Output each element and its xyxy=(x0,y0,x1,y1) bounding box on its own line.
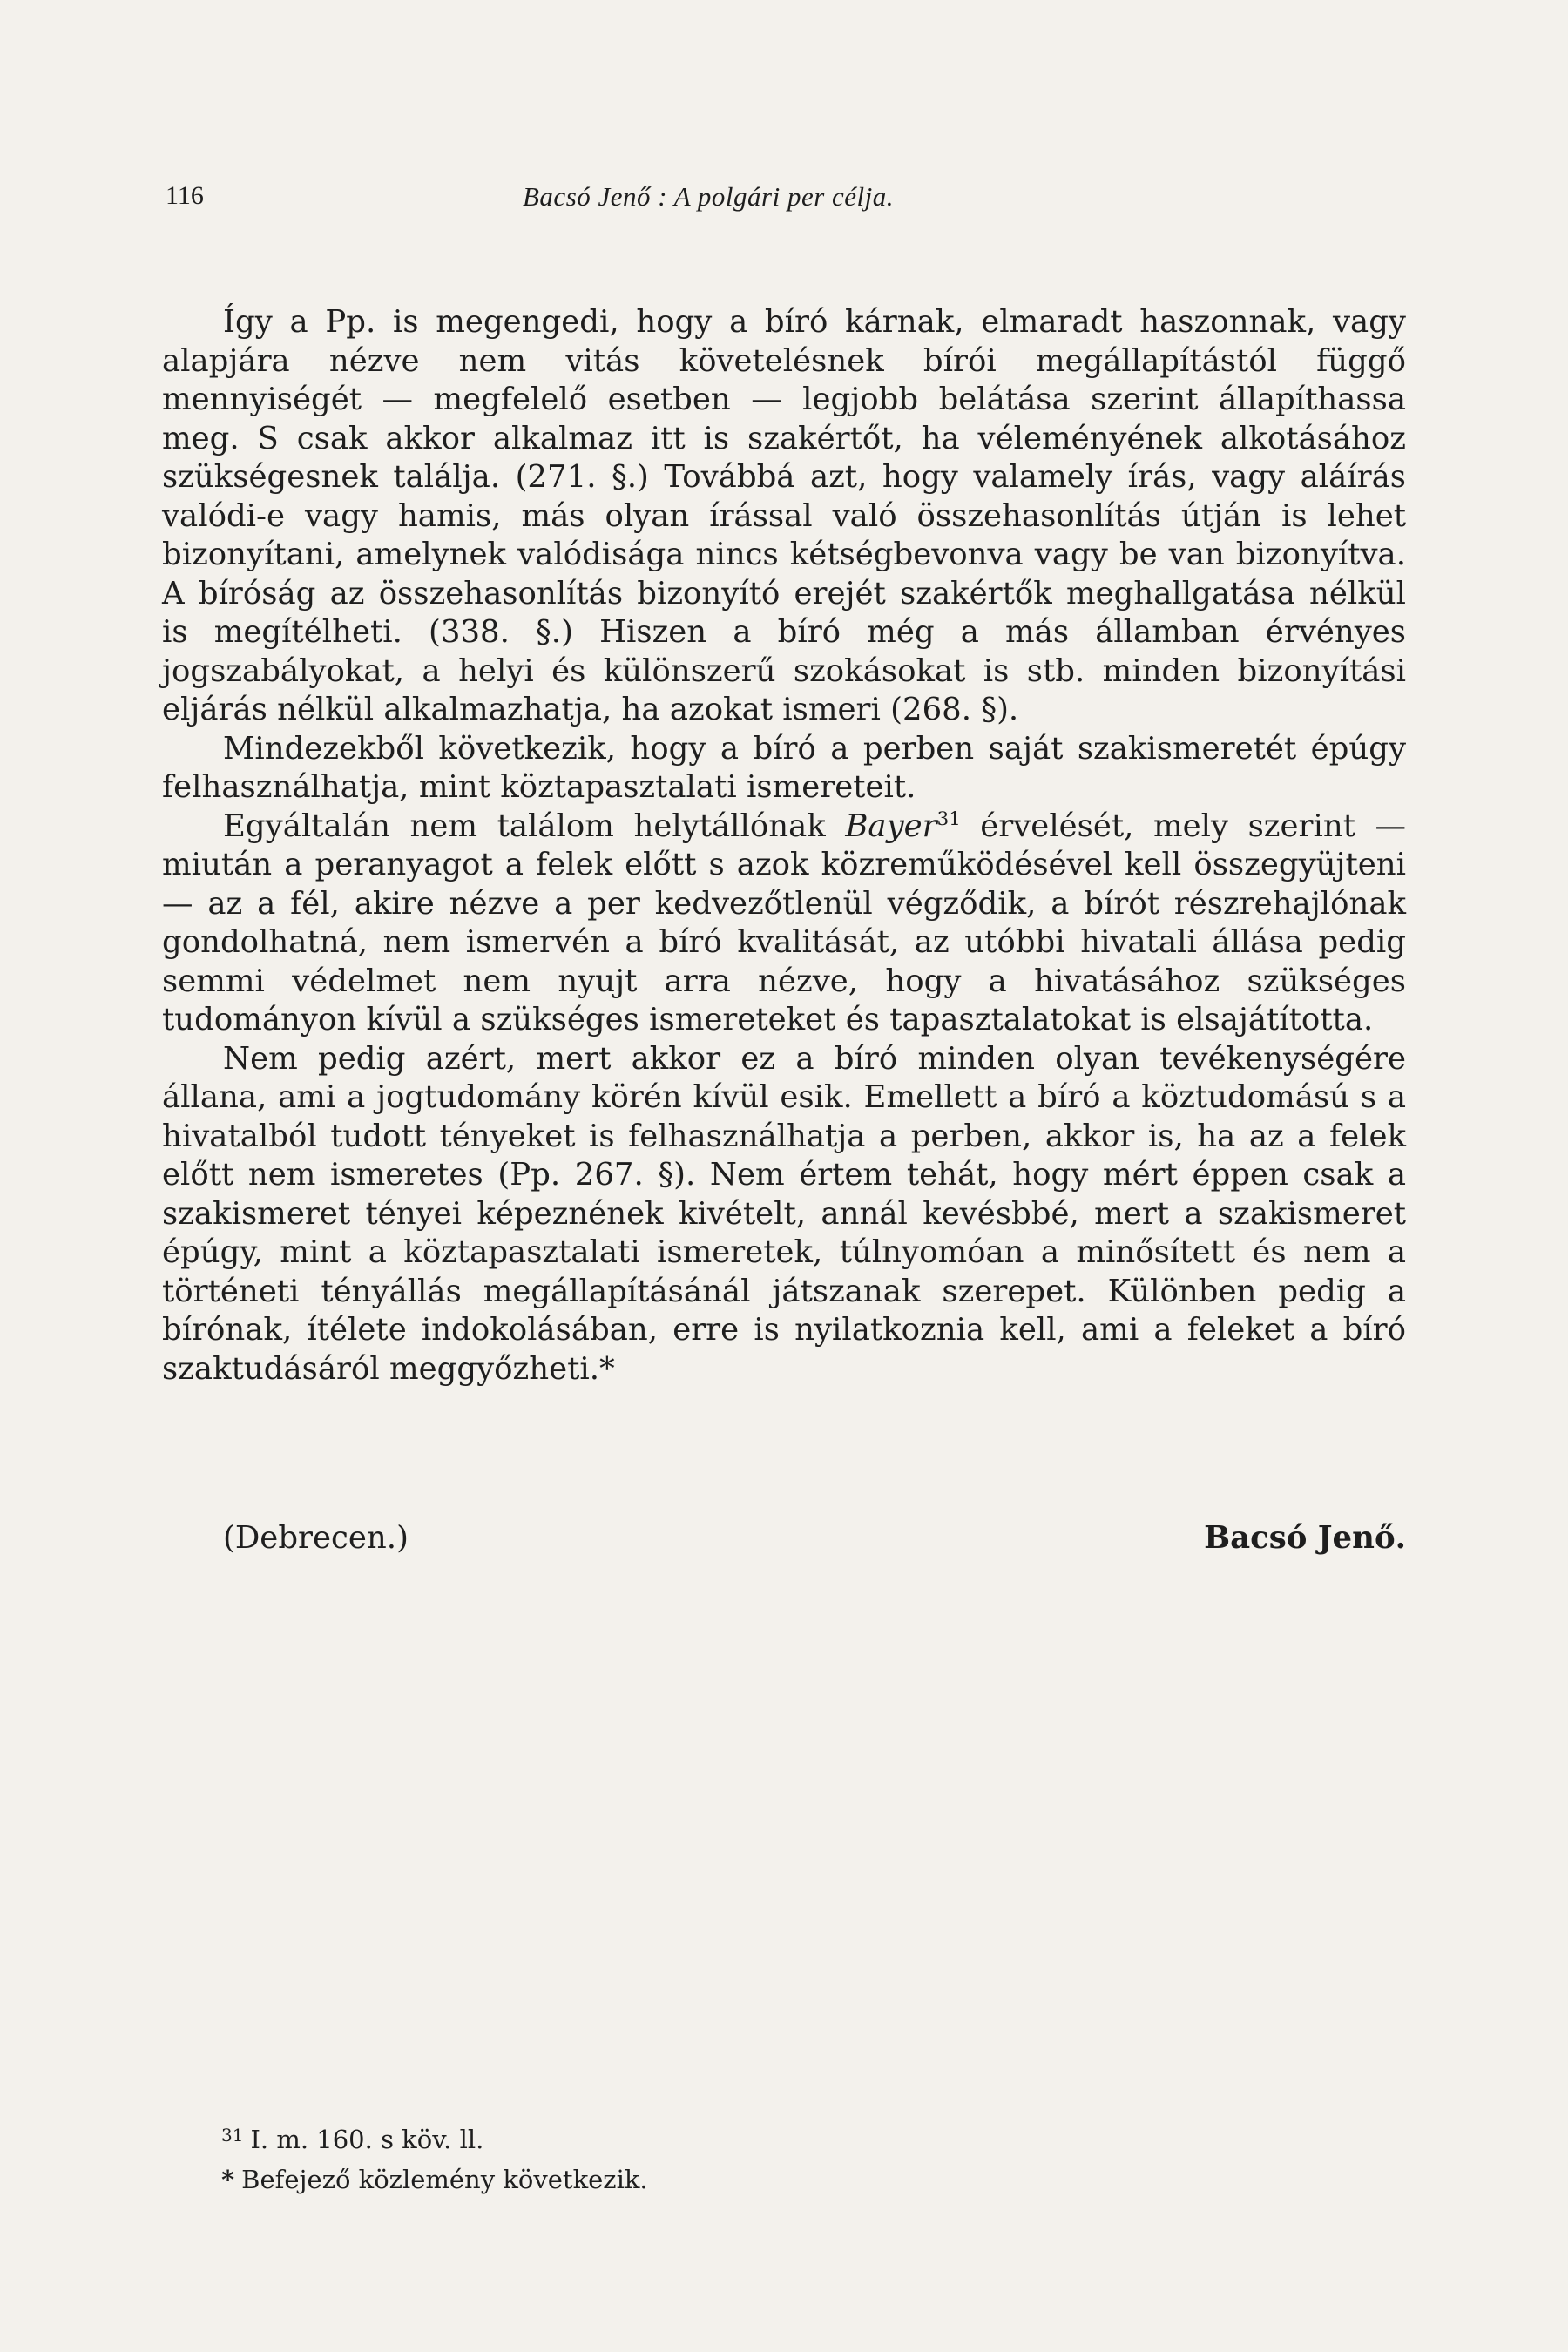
footnote-mark: 31 xyxy=(221,2125,244,2146)
paragraph-1: Így a Pp. is megengedi, hogy a bíró kárnak, elmaradt haszonnak, vagy alapjára nézve nem vitás követelésnek bírói megállapítástól függő mennyiségét — megfelelő esetben — legjobb belátása szerint állapíthassa meg. S csak akkor alkalmaz itt is szakértőt, ha véleményének alkotásához szükségesnek találja. (271. §.) Továbbá azt, hogy valamely írás, vagy aláírás valódi-e vagy hamis, más olyan írással való összehasonlítás útján is lehet bizonyítani, amelynek valódisága nincs kétségbevonva vagy be van bizonyítva. A bíróság az összehasonlítás bizonyító erejét szakértők meghallgatása nélkül is megítélheti. (338. §.) Hiszen a bíró még a más államban érvényes jogszabályokat, a helyi és különszerű szokásokat is stb. minden bizonyítási eljárás nélkül alkalmazhatja, ha azokat ismeri (268. §). xyxy=(162,304,1406,727)
footnote-ref-31: 31 xyxy=(936,808,961,830)
page-number: 116 xyxy=(166,181,204,210)
footnote-text: Befejező közlemény következik. xyxy=(241,2165,648,2194)
cited-author: Bayer xyxy=(845,808,937,844)
signature xyxy=(162,1520,1406,1564)
footnote-31 xyxy=(221,2115,1005,2159)
footnote-mark: * xyxy=(221,2165,235,2194)
article-body xyxy=(162,303,1406,1389)
signature-place: (Debrecen.) xyxy=(223,1520,409,1556)
footnote-text: I. m. 160. s köv. ll. xyxy=(250,2125,484,2154)
paragraph-3-lead: Egyáltalán nem találom helytállónak xyxy=(223,808,846,844)
paragraph-4: Nem pedig azért, mert akkor ez a bíró minden olyan tevékenységére állana, ami a jogtudomány körén kívül esik. Emellett a bíró a köztudomású s a hivatalból tudott tényeket is felhasználhatja a perben, akkor is, ha az a felek előtt nem ismeretes (Pp. 267. §). Nem értem tehát, hogy mért éppen csak a szakismeret tényei képeznének kivételt, annál kevésbbé, mert a szakismeret épúgy, mint a köztapasztalati ismeretek, túlnyomóan a minősített és nem a történeti tényállás megállapításánál játszanak szerepet. Különben pedig a bírónak, ítélete indokolásában, erre is nyilatkoznia kell, ami a feleket a bíró szaktudásáról meggyőzheti.* xyxy=(162,1040,1406,1387)
page-header xyxy=(166,181,1402,216)
paragraph-2: Mindezekből következik, hogy a bíró a perben saját szakismeretét épúgy felhasználhatja, mint köztapasztalati ismereteit. xyxy=(162,730,1406,805)
running-title: Bacsó Jenő : A polgári per célja. xyxy=(523,181,895,212)
signature-author: Bacsó Jenő. xyxy=(1204,1520,1406,1556)
paragraph-3 xyxy=(162,808,1406,1040)
footnote-star xyxy=(221,2159,1005,2200)
footnotes xyxy=(221,2115,1005,2200)
paragraph-3-rest: érvelését, mely szerint — miután a peranyagot a felek előtt s azok közreműködésével kell összegyüjteni — az a fél, akire nézve a per kedvezőtlenül végződik, a bírót részrehajlónak gondolhatná, nem ismervén a bíró kvalitását, az utóbbi hivatali állása pedig semmi védelmet nem nyujt arra nézve, hogy a hivatásához szükséges tudományon kívül a szükséges ismereteket és tapasztalatokat is elsajátította. xyxy=(162,808,1406,1037)
